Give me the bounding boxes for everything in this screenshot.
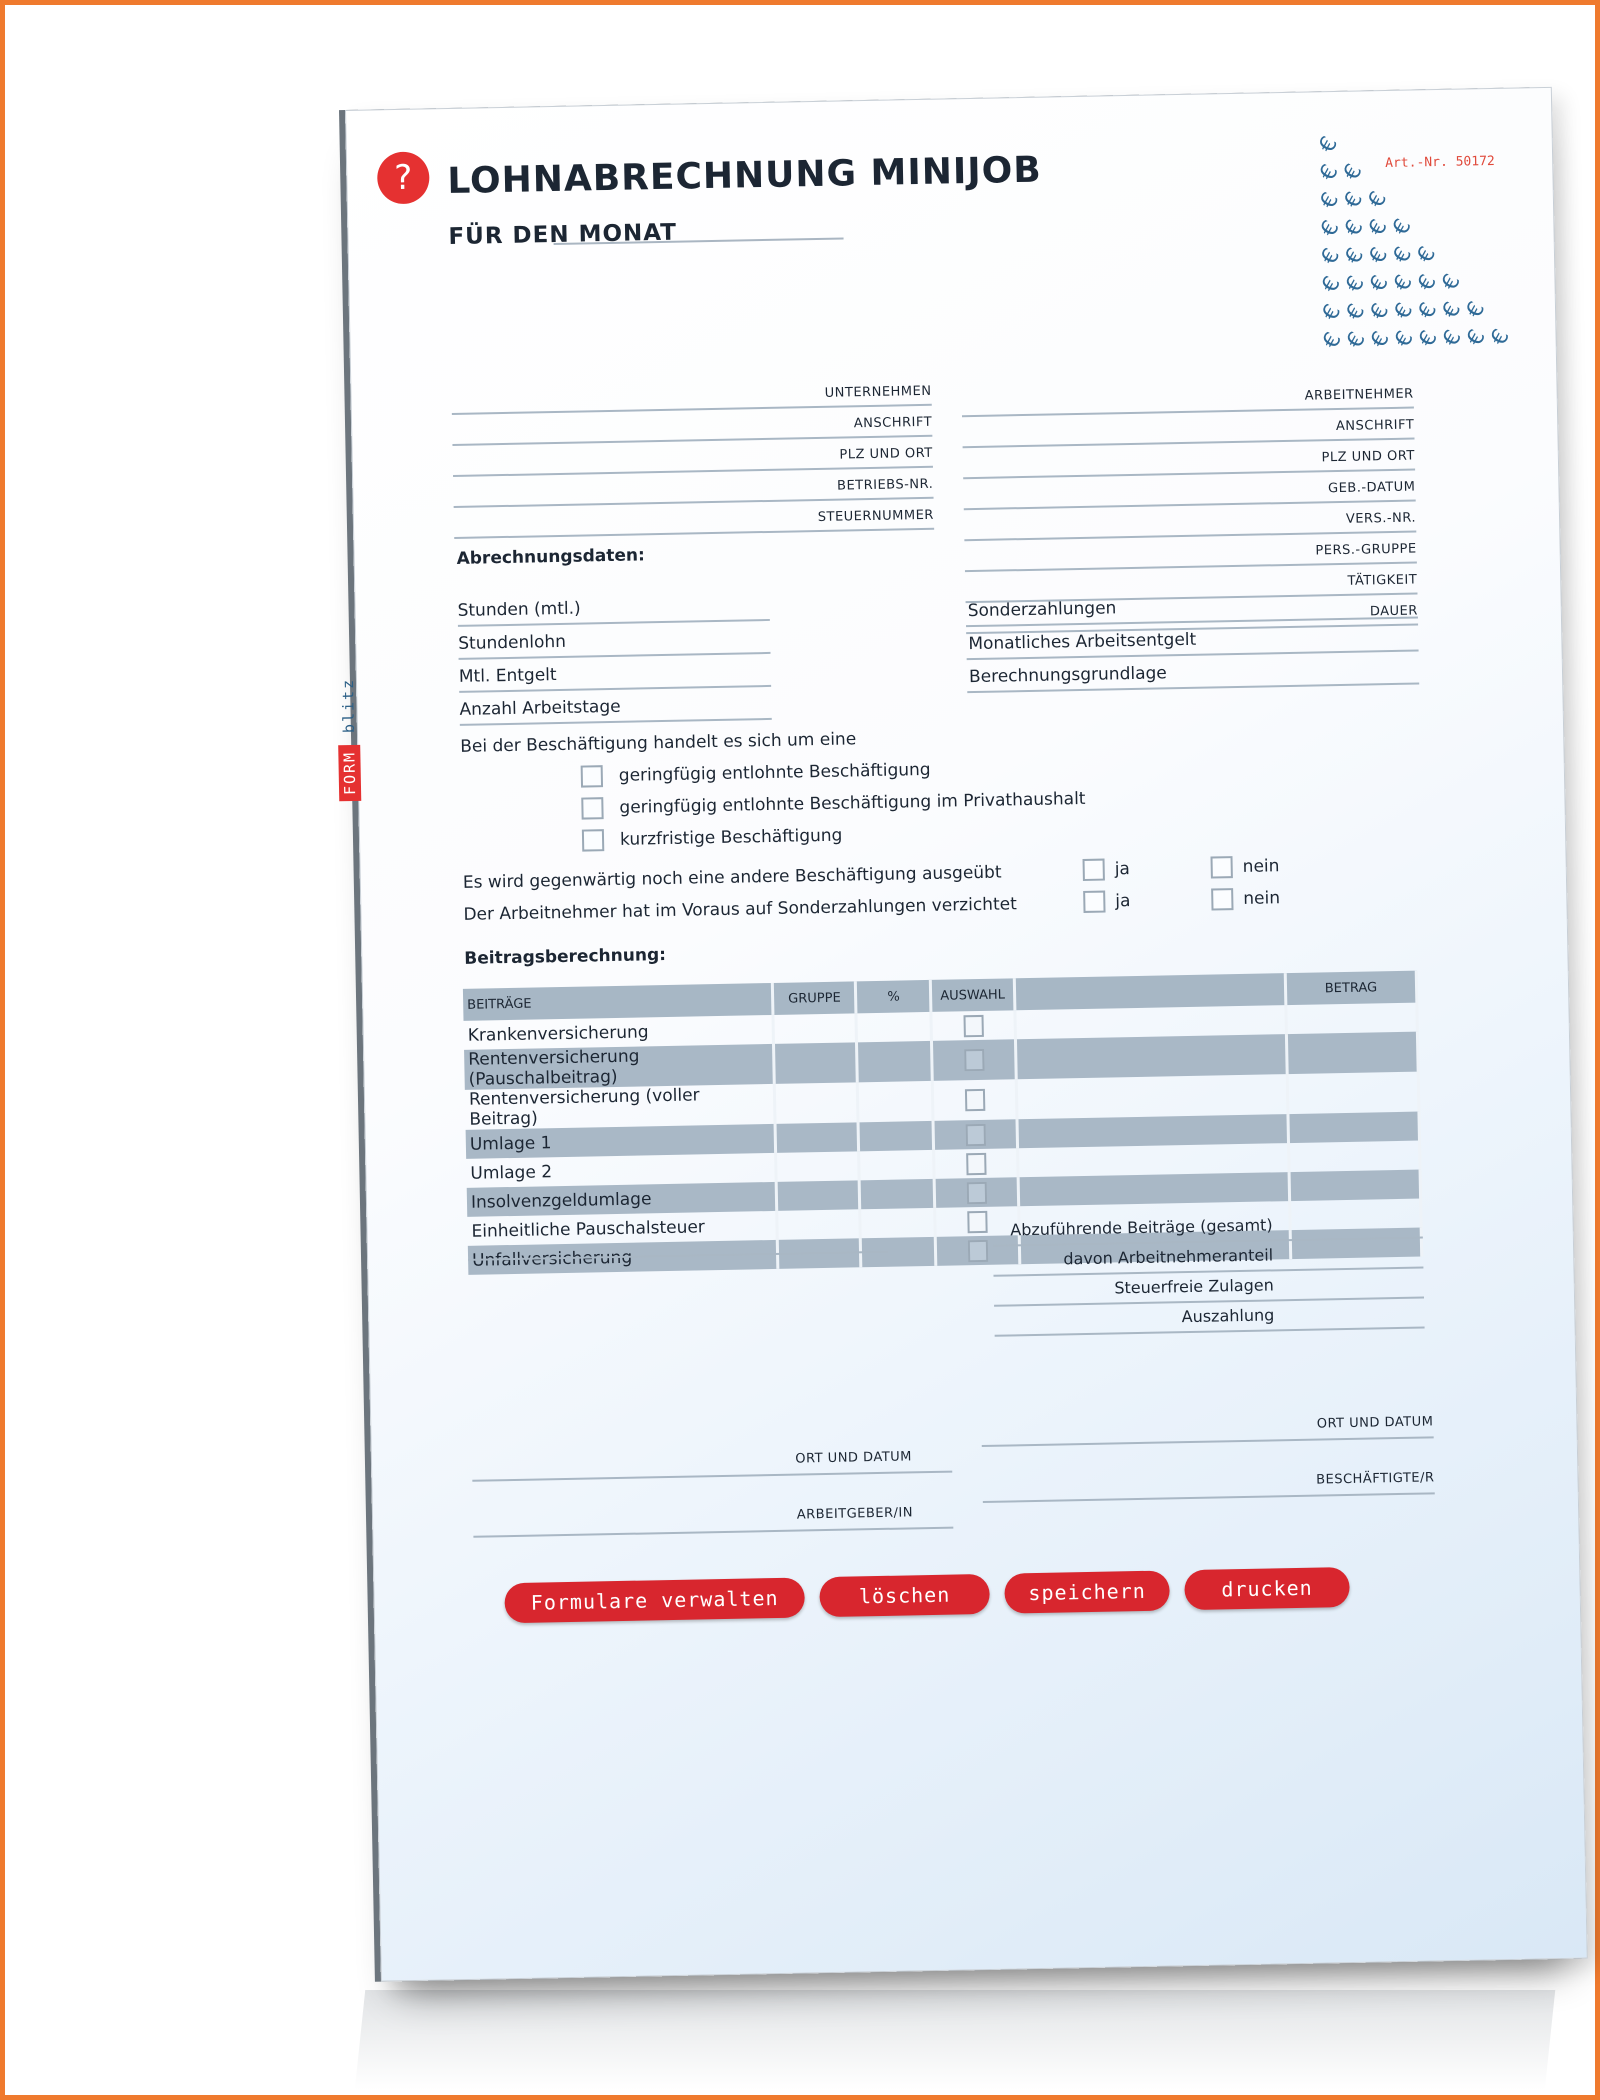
yes-no-questions <box>463 853 1304 933</box>
manage-forms-button[interactable]: Formulare verwalten <box>504 1577 805 1623</box>
auswahl-checkbox[interactable] <box>964 1049 984 1071</box>
euro-glyph: € <box>1414 326 1443 352</box>
auswahl-checkbox[interactable] <box>967 1210 987 1232</box>
billing-title: Abrechnungsdaten: <box>456 545 646 569</box>
euro-glyph: € <box>1316 244 1346 269</box>
company-field-label: ANSCHRIFT <box>853 414 933 432</box>
euro-glyph: € <box>1340 216 1369 241</box>
euro-glyph: € <box>1365 299 1395 325</box>
euro-glyph: € <box>1388 243 1418 268</box>
employment-option-label: geringfügig entlohnte Beschäftigung <box>618 759 931 786</box>
employment-checkbox[interactable] <box>581 797 603 819</box>
euro-glyph: € <box>1341 300 1371 325</box>
euro-glyph: € <box>1316 216 1345 241</box>
cell-betrag[interactable] <box>1287 1072 1419 1115</box>
contribution-name: Unfallversicherung <box>468 1240 778 1275</box>
cell-betrag[interactable] <box>1289 1170 1421 1202</box>
no-checkbox[interactable] <box>1210 856 1232 878</box>
euro-glyph: € <box>1314 132 1344 157</box>
euro-pattern-icon <box>1314 128 1548 372</box>
cell-auswahl <box>934 1148 1018 1179</box>
euro-glyph: € <box>1341 272 1370 297</box>
yes-checkbox[interactable] <box>1083 891 1105 913</box>
euro-glyph: € <box>1338 160 1368 185</box>
billing-left <box>457 593 771 731</box>
yes-no-question: Der Arbeitnehmer hat im Voraus auf Sonderzahlungen verzichtet <box>463 894 1017 925</box>
euro-glyph: € <box>1387 215 1417 240</box>
billing-field-label: Sonderzahlungen <box>967 598 1117 622</box>
auswahl-checkbox[interactable] <box>966 1152 986 1174</box>
euro-glyph: € <box>1390 327 1419 352</box>
no-label: nein <box>1242 856 1280 877</box>
cell-gruppe[interactable] <box>773 1013 857 1044</box>
company-field-label: PLZ UND ORT <box>839 445 933 463</box>
cell-auswahl <box>933 1079 1017 1121</box>
employee-field-label: GEB.-DATUM <box>1327 479 1416 497</box>
header-betrag: BETRAG <box>1285 971 1417 1006</box>
billing-field-label: Monatliches Arbeitsentgelt <box>968 629 1197 655</box>
billing-field-line <box>459 685 771 693</box>
header-auswahl: AUSWAHL <box>931 978 1015 1012</box>
euro-glyph: € <box>1363 215 1393 241</box>
summary-label: Steuerfreie Zulagen <box>1114 1275 1274 1298</box>
billing-field-label: Stunden (mtl.) <box>457 598 581 621</box>
employment-options <box>581 751 1087 857</box>
summary-block <box>992 1211 1424 1339</box>
cell-percent[interactable] <box>858 1121 934 1151</box>
article-number: Art.-Nr. 50172 <box>1385 153 1495 172</box>
cell-betrag[interactable] <box>1286 1032 1418 1075</box>
signature-label: ORT UND DATUM <box>1316 1414 1434 1432</box>
company-field-label: UNTERNEHMEN <box>824 383 932 401</box>
billing-field-label: Mtl. Entgelt <box>458 665 557 687</box>
euro-glyph: € <box>1339 188 1369 213</box>
euro-glyph: € <box>1461 297 1491 323</box>
brand-part1: FORM <box>338 745 361 802</box>
billing-field-line <box>460 718 772 726</box>
signature-right <box>981 1410 1435 1531</box>
contribution-name: Umlage 1 <box>466 1124 776 1159</box>
summary-label: Abzuführende Beiträge (gesamt) <box>1010 1215 1273 1240</box>
cell-gruppe[interactable] <box>777 1209 861 1240</box>
delete-button[interactable]: löschen <box>819 1574 990 1617</box>
billing-field-label: Anzahl Arbeitstage <box>459 696 621 720</box>
contributions-title: Beitragsberechnung: <box>464 944 667 969</box>
auswahl-checkbox[interactable] <box>965 1123 985 1145</box>
cell-auswahl <box>932 1039 1016 1081</box>
cell-gruppe[interactable] <box>774 1042 858 1084</box>
form-title: LOHNABRECHNUNG MINIJOB <box>446 149 1043 203</box>
signature-field[interactable] <box>982 1466 1435 1531</box>
no-checkbox[interactable] <box>1211 888 1233 910</box>
euro-glyph: € <box>1364 243 1394 269</box>
cell-blank <box>1015 1034 1287 1079</box>
euro-glyph: € <box>1317 272 1346 297</box>
billing-field[interactable] <box>459 692 772 731</box>
company-fields <box>451 380 934 544</box>
contribution-name: Rentenversicherung (voller Beitrag) <box>465 1084 776 1130</box>
company-field-label: STEUERNUMMER <box>817 507 935 525</box>
employee-field-label: DAUER <box>1369 603 1418 620</box>
euro-glyph: € <box>1412 242 1442 268</box>
employee-field-label: PLZ UND ORT <box>1321 448 1415 466</box>
contribution-name: Umlage 2 <box>466 1153 776 1188</box>
summary-label: davon Arbeitnehmeranteil <box>1063 1245 1274 1269</box>
cell-gruppe[interactable] <box>775 1082 859 1124</box>
header-beitraege: BEITRÄGE <box>463 983 773 1021</box>
company-field-label: BETRIEBS-NR. <box>836 476 934 494</box>
euro-glyph: € <box>1462 325 1491 351</box>
auswahl-checkbox[interactable] <box>966 1181 986 1203</box>
contribution-name: Einheitliche Pauschalsteuer <box>467 1211 777 1246</box>
cell-percent[interactable] <box>860 1179 936 1209</box>
cell-percent[interactable] <box>858 1081 934 1122</box>
contribution-name: Insolvenzgeldumlage <box>467 1182 777 1217</box>
billing-field-line <box>459 652 771 660</box>
billing-right <box>966 591 1420 699</box>
employee-field-label: PERS.-GRUPPE <box>1315 541 1417 559</box>
signature-left <box>472 1445 954 1566</box>
auswahl-checkbox[interactable] <box>967 1239 987 1261</box>
employee-field-label: VERS.-NR. <box>1345 510 1417 527</box>
euro-glyph: € <box>1342 328 1371 353</box>
brand-part2: blitz <box>338 677 358 734</box>
help-icon[interactable]: ? <box>377 151 430 204</box>
header-gruppe: GRUPPE <box>773 981 857 1015</box>
euro-glyph: € <box>1437 298 1467 323</box>
signature-line <box>983 1492 1435 1503</box>
employee-field-label: TÄTIGKEIT <box>1347 572 1418 589</box>
euro-glyph: € <box>1318 328 1347 353</box>
cell-auswahl <box>933 1119 1017 1150</box>
signature-line <box>982 1436 1434 1447</box>
signature-label: ARBEITGEBER/IN <box>796 1505 914 1523</box>
cell-betrag[interactable] <box>1288 1141 1420 1173</box>
billing-field-label: Berechnungsgrundlage <box>968 663 1167 688</box>
employee-field-label: ANSCHRIFT <box>1335 417 1415 435</box>
signature-field[interactable] <box>981 1410 1434 1475</box>
euro-glyph: € <box>1389 271 1418 296</box>
yes-checkbox[interactable] <box>1083 859 1105 881</box>
euro-glyph: € <box>1314 160 1344 185</box>
euro-glyph: € <box>1413 298 1443 324</box>
euro-glyph: € <box>1366 327 1395 353</box>
company-field-line <box>454 528 934 539</box>
signature-line <box>472 1471 952 1482</box>
signature-field[interactable] <box>472 1445 953 1510</box>
billing-field-line <box>458 619 770 627</box>
contribution-name: Rentenversicherung (Pauschalbeitrag) <box>464 1044 775 1090</box>
employment-option-label: kurzfristige Beschäftigung <box>619 825 843 850</box>
save-button[interactable]: speichern <box>1004 1570 1170 1613</box>
no-label: nein <box>1243 888 1281 909</box>
employee-field-label: ARBEITNEHMER <box>1304 386 1414 404</box>
euro-glyph: € <box>1389 299 1419 324</box>
euro-glyph: € <box>1363 187 1393 213</box>
cell-auswahl <box>935 1177 1019 1208</box>
employment-checkbox[interactable] <box>581 765 603 787</box>
billing-field-label: Stundenlohn <box>458 631 567 654</box>
euro-glyph: € <box>1317 300 1347 325</box>
sheet-reflection <box>355 1990 1556 2090</box>
form-sheet <box>338 87 1588 1982</box>
header-blank <box>1014 973 1286 1010</box>
signature-label: ORT UND DATUM <box>795 1449 913 1467</box>
employment-question: Bei der Beschäftigung handelt es sich um eine <box>460 729 857 757</box>
cell-gruppe[interactable] <box>775 1122 859 1153</box>
cell-percent[interactable] <box>860 1208 936 1238</box>
euro-glyph: € <box>1365 271 1394 297</box>
cell-gruppe[interactable] <box>776 1180 860 1211</box>
euro-glyph: € <box>1413 270 1442 296</box>
euro-glyph: € <box>1437 270 1466 295</box>
formblitz-logo <box>337 661 376 802</box>
euro-glyph: € <box>1315 188 1345 213</box>
cell-percent[interactable] <box>859 1150 935 1180</box>
yes-no-question: Es wird gegenwärtig noch eine andere Beschäftigung ausgeübt <box>462 862 1002 893</box>
cell-gruppe[interactable] <box>776 1151 860 1182</box>
euro-glyph: € <box>1340 244 1370 269</box>
yes-label: ja <box>1115 891 1131 912</box>
header-percent: % <box>856 980 932 1013</box>
signature-line <box>473 1527 953 1538</box>
print-button[interactable]: drucken <box>1184 1567 1350 1610</box>
employment-option-label: geringfügig entlohnte Beschäftigung im Privathaushalt <box>619 788 1086 818</box>
auswahl-checkbox[interactable] <box>964 1089 984 1111</box>
signature-label: BESCHÄFTIGTE/R <box>1315 1470 1435 1488</box>
cell-betrag[interactable] <box>1286 1003 1418 1035</box>
form-subtitle: FÜR DEN MONAT <box>448 219 678 251</box>
signature-field[interactable] <box>473 1501 954 1566</box>
cell-blank <box>1016 1074 1288 1119</box>
cell-percent[interactable] <box>857 1041 933 1082</box>
employment-checkbox[interactable] <box>582 829 604 851</box>
cell-percent[interactable] <box>856 1012 932 1042</box>
cell-auswahl <box>931 1010 1015 1041</box>
cell-betrag[interactable] <box>1288 1112 1420 1144</box>
yes-label: ja <box>1114 859 1131 880</box>
auswahl-checkbox[interactable] <box>963 1014 983 1036</box>
summary-line <box>995 1326 1425 1336</box>
euro-glyph: € <box>1438 326 1467 351</box>
summary-label: Auszahlung <box>1181 1305 1275 1327</box>
euro-glyph: € <box>1486 325 1515 350</box>
contribution-name: Krankenversicherung <box>464 1015 774 1050</box>
